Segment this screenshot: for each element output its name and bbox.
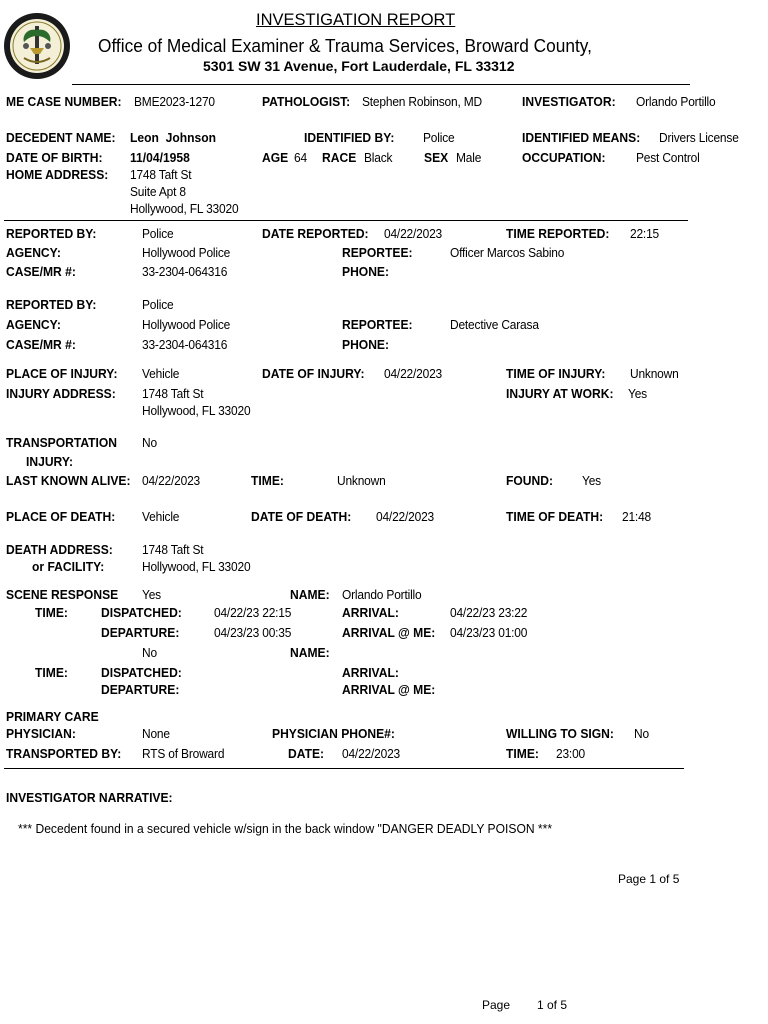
physician-label: PHYSICIAN: [6,726,76,741]
scene-time-2-label: TIME: [35,665,68,680]
willing-to-sign-value: No [634,726,649,741]
death-address-line1: 1748 Taft St [142,542,204,557]
physician-value: None [142,726,170,741]
page-indicator: Page 1 of 5 [618,872,680,886]
reportee-2-value: Detective Carasa [450,317,539,332]
date-reported-label: DATE REPORTED: [262,226,369,241]
home-address-label: HOME ADDRESS: [6,167,109,182]
date-of-death-value: 04/22/2023 [376,509,435,524]
place-of-death-value: Vehicle [142,509,180,524]
time-of-death-value: 21:48 [622,509,652,524]
place-of-injury-label: PLACE OF INJURY: [6,366,118,381]
transport-time-label: TIME: [506,746,539,761]
primary-care-label: PRIMARY CARE [6,709,99,724]
decedent-name-label: DECEDENT NAME: [6,130,116,145]
dispatched-2-label: DISPATCHED: [101,665,182,680]
transport-date-label: DATE: [288,746,325,761]
section-rule [4,220,688,221]
date-of-injury-label: DATE OF INJURY: [262,366,365,381]
physician-phone-label: PHYSICIAN PHONE#: [272,726,395,741]
injury-address-label: INJURY ADDRESS: [6,386,116,401]
me-case-label: ME CASE NUMBER: [6,94,122,109]
arrival-me-label: ARRIVAL @ ME: [342,625,436,640]
dispatched-value: 04/22/23 22:15 [214,605,292,620]
report-title: INVESTIGATION REPORT [256,11,456,29]
narrative-label: INVESTIGATOR NARRATIVE: [6,790,173,805]
age-value: 64 [294,150,307,165]
last-known-time-label: TIME: [251,473,284,488]
sex-label: SEX [424,150,449,165]
case-mr-2-label: CASE/MR #: [6,337,76,352]
scene-response-label: SCENE RESPONSE [6,587,119,602]
home-address-line2: Suite Apt 8 [130,184,186,199]
departure-value: 04/23/23 00:35 [214,625,292,640]
home-address-line3: Hollywood, FL 33020 [130,201,239,216]
found-value: Yes [582,473,601,488]
injury-address-line1: 1748 Taft St [142,386,204,401]
agency-2-value: Hollywood Police [142,317,231,332]
place-of-injury-value: Vehicle [142,366,180,381]
case-mr-label: CASE/MR #: [6,264,76,279]
departure-label: DEPARTURE: [101,625,180,640]
narrative-text: *** Decedent found in a secured vehicle w/sign in the back window "DANGER DEADLY POISON *** [18,821,553,836]
medical-examiner-seal-logo [2,8,72,86]
arrival-me-value: 04/23/23 01:00 [450,625,528,640]
date-of-injury-value: 04/22/2023 [384,366,443,381]
death-address-line2: Hollywood, FL 33020 [142,559,251,574]
identified-by-value: Police [423,130,455,145]
arrival-label: ARRIVAL: [342,605,399,620]
identified-means-label: IDENTIFIED MEANS: [522,130,641,145]
phone-2-label: PHONE: [342,337,390,352]
transportation-value: No [142,435,157,450]
arrival-me-2-label: ARRIVAL @ ME: [342,682,436,697]
home-address-line1: 1748 Taft St [130,167,192,182]
arrival-2-label: ARRIVAL: [342,665,399,680]
reportee-value: Officer Marcos Sabino [450,245,565,260]
death-address-label: DEATH ADDRESS: [6,542,113,557]
reportee-2-label: REPORTEE: [342,317,413,332]
transportation-injury-label: INJURY: [26,454,74,469]
scene-time-label: TIME: [35,605,68,620]
investigator-label: INVESTIGATOR: [522,94,616,109]
dob-value: 11/04/1958 [130,150,190,165]
scene-name-label: NAME: [290,587,330,602]
occupation-label: OCCUPATION: [522,150,606,165]
transport-date-value: 04/22/2023 [342,746,401,761]
injury-address-line2: Hollywood, FL 33020 [142,403,251,418]
footer-page-count: 1 of 5 [537,998,568,1012]
me-case-value: BME2023-1270 [134,94,215,109]
scene-name-value: Orlando Portillo [342,587,422,602]
pathologist-value: Stephen Robinson, MD [362,94,482,109]
date-reported-value: 04/22/2023 [384,226,443,241]
agency-value: Hollywood Police [142,245,231,260]
injury-at-work-value: Yes [628,386,647,401]
time-reported-label: TIME REPORTED: [506,226,610,241]
scene-response-value: Yes [142,587,161,602]
office-address: 5301 SW 31 Avenue, Fort Lauderdale, FL 33312 [203,58,515,74]
footer-page-word: Page [482,998,511,1012]
race-label: RACE [322,150,357,165]
office-name: Office of Medical Examiner & Trauma Services, Broward County, [98,36,592,56]
willing-to-sign-label: WILLING TO SIGN: [506,726,614,741]
time-of-death-label: TIME OF DEATH: [506,509,604,524]
transportation-label: TRANSPORTATION [6,435,118,450]
reported-by-2-value: Police [142,297,174,312]
investigator-value: Orlando Portillo [636,94,716,109]
scene-response-2-value: No [142,645,157,660]
decedent-name-value: Leon Johnson [130,130,216,145]
departure-2-label: DEPARTURE: [101,682,180,697]
last-known-alive-label: LAST KNOWN ALIVE: [6,473,131,488]
time-of-injury-label: TIME OF INJURY: [506,366,606,381]
header-rule [72,84,690,85]
transport-time-value: 23:00 [556,746,586,761]
scene-name-2-label: NAME: [290,645,330,660]
identified-by-label: IDENTIFIED BY: [304,130,395,145]
death-facility-label: or FACILITY: [32,559,105,574]
time-reported-value: 22:15 [630,226,660,241]
agency-label: AGENCY: [6,245,61,260]
case-mr-2-value: 33-2304-064316 [142,337,228,352]
last-known-time-value: Unknown [337,473,386,488]
race-value: Black [364,150,393,165]
time-of-injury-value: Unknown [630,366,679,381]
age-label: AGE [262,150,289,165]
sex-value: Male [456,150,482,165]
arrival-value: 04/22/23 23:22 [450,605,528,620]
reportee-label: REPORTEE: [342,245,413,260]
phone-label: PHONE: [342,264,390,279]
case-mr-value: 33-2304-064316 [142,264,228,279]
section-rule-bottom [4,768,684,769]
found-label: FOUND: [506,473,554,488]
transported-by-label: TRANSPORTED BY: [6,746,122,761]
dispatched-label: DISPATCHED: [101,605,182,620]
injury-at-work-label: INJURY AT WORK: [506,386,614,401]
transported-by-value: RTS of Broward [142,746,225,761]
identified-means-value: Drivers License [659,130,739,145]
agency-2-label: AGENCY: [6,317,61,332]
reported-by-label: REPORTED BY: [6,226,97,241]
pathologist-label: PATHOLOGIST: [262,94,351,109]
date-of-death-label: DATE OF DEATH: [251,509,352,524]
dob-label: DATE OF BIRTH: [6,150,103,165]
reported-by-2-label: REPORTED BY: [6,297,97,312]
place-of-death-label: PLACE OF DEATH: [6,509,116,524]
reported-by-value: Police [142,226,174,241]
last-known-alive-value: 04/22/2023 [142,473,201,488]
occupation-value: Pest Control [636,150,700,165]
